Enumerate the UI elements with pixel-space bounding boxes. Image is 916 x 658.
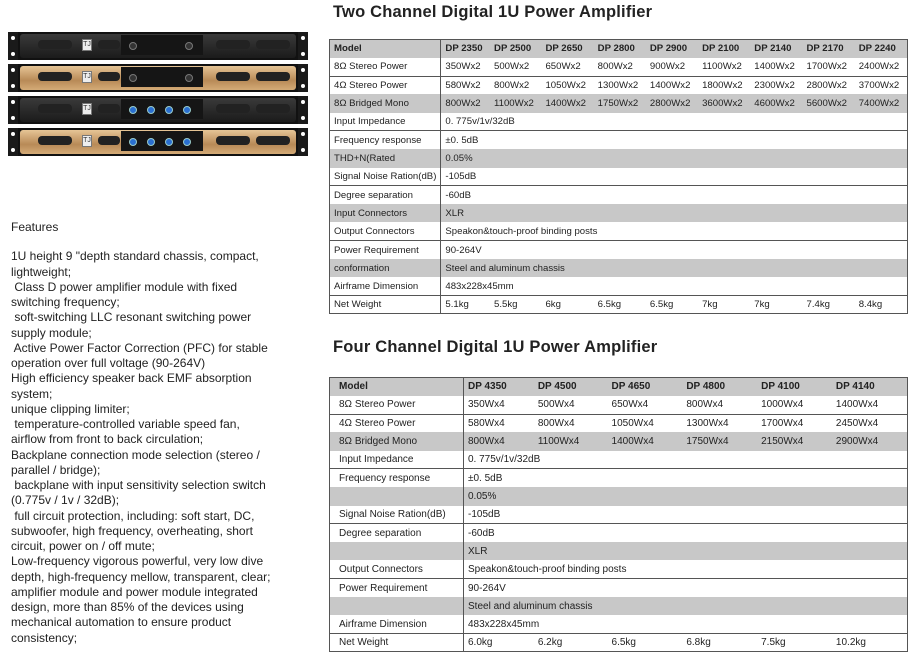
row-label: 8Ω Stereo Power: [330, 396, 464, 414]
row-label: Output Connectors: [330, 560, 464, 578]
table-row: [330, 296, 908, 314]
cell-value: -105dB: [441, 168, 908, 186]
cell-value: -60dB: [468, 527, 495, 539]
cell-value: 2300Wx2: [754, 79, 795, 91]
feature-line: parallel / bridge);: [11, 462, 101, 477]
cell-value: 6.2kg: [537, 637, 563, 649]
cell-value: 1400Wx4: [608, 432, 683, 450]
cell-value: 1750Wx2: [594, 94, 646, 112]
cell-value: 1800Wx2: [702, 79, 743, 91]
table-row: [330, 149, 908, 167]
cell-value: DP 4500: [534, 378, 608, 396]
table-row: [330, 94, 908, 112]
cell-value: 1100Wx4: [534, 432, 608, 450]
cell-value: 900Wx2: [646, 58, 698, 76]
amplifier-unit: [16, 96, 300, 124]
cell-value: DP 4100: [757, 378, 832, 396]
table-row: [330, 76, 908, 94]
row-label: Frequency response: [330, 469, 464, 487]
cell-value: 800Wx4: [682, 396, 757, 414]
row-label: Degree separation: [330, 524, 464, 542]
feature-line: amplifier module and power module integrated: [11, 584, 258, 599]
cell-value: 5.5kg: [494, 299, 518, 311]
feature-line: Class D power amplifier module with fixed: [11, 279, 238, 294]
cell-value: XLR: [464, 542, 908, 560]
table-row: [330, 615, 908, 633]
table-row: [330, 469, 908, 487]
row-label: Model: [330, 40, 441, 58]
cell-value: -105dB: [464, 506, 908, 524]
table-row: [330, 241, 908, 259]
logo: TJ: [82, 39, 92, 51]
row-label: Input Impedance: [330, 113, 441, 131]
cell-value: 800Wx2: [494, 79, 530, 91]
cell-value: 1700Wx4: [761, 417, 804, 429]
cell-value: 7.4kg: [806, 299, 830, 311]
cell-value: DP 2650: [541, 40, 593, 58]
feature-line: operation over full voltage (90-264V): [11, 356, 206, 370]
product-image-amplifier-stack: [8, 18, 298, 163]
cell-value: 1750Wx4: [682, 432, 757, 450]
row-label: Output Connectors: [330, 222, 441, 240]
cell-value: DP 4350: [464, 378, 534, 396]
row-label: 4Ω Stereo Power: [330, 76, 441, 94]
row-label: Net Weight: [330, 634, 464, 652]
cell-value: 6.0kg: [468, 637, 493, 649]
cell-value: 1300Wx2: [597, 79, 639, 91]
cell-value: 350Wx4: [464, 396, 534, 414]
feature-line: airflow from front to back circulation;: [11, 432, 204, 447]
cell-value: 0.05%: [441, 149, 908, 167]
row-label: [330, 487, 464, 505]
logo: TJ: [82, 71, 92, 83]
cell-value: DP 2800: [594, 40, 646, 58]
cell-value: Steel and aluminum chassis: [441, 259, 908, 277]
table-row: [330, 542, 908, 560]
cell-value: 650Wx2: [541, 58, 593, 76]
cell-value: DP 2900: [646, 40, 698, 58]
cell-value: 2800Wx2: [646, 94, 698, 112]
cell-value: DP 2240: [855, 40, 908, 58]
feature-line: subwoofer, high frequency, overheating, short: [11, 523, 253, 538]
cell-value: 3600Wx2: [698, 94, 750, 112]
cell-value: 7400Wx2: [855, 94, 908, 112]
row-label: conformation: [330, 259, 441, 277]
cell-value: 0. 775v/1v/32dB: [464, 451, 908, 469]
cell-value: 1400Wx2: [649, 79, 691, 91]
table-row: [330, 204, 908, 222]
feature-line: High efficiency speaker back EMF absorption: [11, 371, 252, 386]
cell-value: 580Wx4: [468, 417, 505, 429]
cell-value: 500Wx4: [534, 396, 608, 414]
feature-line: full circuit protection, including: soft start, DC,: [11, 508, 255, 523]
feature-line: lightweight;: [11, 264, 72, 279]
table-row: [330, 378, 908, 396]
table-row: [330, 560, 908, 578]
cell-value: 90-264V: [468, 582, 506, 594]
table-row: [330, 168, 908, 186]
cell-value: DP 2500: [490, 40, 541, 58]
cell-value: Speakon&touch-proof binding posts: [464, 560, 908, 578]
table-row: [330, 113, 908, 131]
cell-value: 10.2kg: [835, 637, 866, 649]
table-row: [330, 432, 908, 450]
cell-value: 90-264V: [445, 244, 482, 256]
row-label: 8Ω Bridged Mono: [330, 94, 441, 112]
row-label: 4Ω Stereo Power: [330, 414, 464, 432]
cell-value: 6.5kg: [611, 637, 636, 649]
cell-value: 1050Wx4: [611, 417, 654, 429]
feature-line: Backplane connection mode selection (stereo /: [11, 447, 260, 462]
cell-value: 6kg: [545, 299, 561, 311]
table-row: [330, 414, 908, 432]
cell-value: 800Wx2: [441, 94, 490, 112]
two-channel-title: Two Channel Digital 1U Power Amplifier: [333, 3, 653, 21]
amplifier-unit: [16, 128, 300, 156]
logo: TJ: [82, 135, 92, 147]
cell-value: 580Wx2: [445, 79, 481, 91]
cell-value: ±0. 5dB: [468, 472, 503, 484]
cell-value: DP 2140: [750, 40, 802, 58]
feature-line: (0.775v / 1v / 32dB);: [11, 493, 120, 508]
row-label: Model: [330, 378, 464, 396]
row-label: Net Weight: [330, 296, 441, 314]
cell-value: 5600Wx2: [802, 94, 854, 112]
feature-line: backplane with input sensitivity selection switch: [11, 478, 266, 492]
cell-value: 4600Wx2: [750, 94, 802, 112]
feature-line: Active Power Factor Correction (PFC) for stable: [11, 340, 268, 355]
row-label: THD+N(Rated: [330, 149, 441, 167]
cell-value: 3700Wx2: [858, 79, 900, 91]
cell-value: Steel and aluminum chassis: [464, 597, 908, 615]
table-row: [330, 277, 908, 295]
table-row: [330, 487, 908, 505]
cell-value: Speakon&touch-proof binding posts: [441, 222, 908, 240]
cell-value: 0. 775v/1v/32dB: [441, 113, 908, 131]
row-label: Signal Noise Ration(dB): [330, 506, 464, 524]
cell-value: 5.1kg: [445, 299, 469, 311]
row-label: [330, 597, 464, 615]
cell-value: DP 4800: [682, 378, 757, 396]
cell-value: 6.5kg: [649, 299, 674, 311]
cell-value: 2800Wx2: [806, 79, 848, 91]
cell-value: 650Wx4: [608, 396, 683, 414]
table-row: [330, 451, 908, 469]
amplifier-unit: [16, 64, 300, 92]
cell-value: 800Wx4: [537, 417, 575, 429]
two-channel-spec-table: [329, 39, 908, 314]
table-row: [330, 506, 908, 524]
cell-value: 483x228x45mm: [441, 277, 908, 295]
feature-line: switching frequency;: [11, 295, 120, 309]
row-label: [330, 542, 464, 560]
cell-value: 7kg: [702, 299, 718, 311]
four-channel-spec-table: [329, 377, 908, 652]
table-row: [330, 131, 908, 149]
row-label: Airframe Dimension: [330, 615, 464, 633]
row-label: Power Requirement: [330, 241, 441, 259]
row-label: Airframe Dimension: [330, 277, 441, 295]
feature-line: mechanical automation to ensure product: [11, 615, 232, 630]
feature-line: temperature-controlled variable speed fan,: [11, 417, 240, 431]
feature-line: depth, high-frequency mellow, transparent, clear;: [11, 569, 271, 584]
cell-value: ±0. 5dB: [445, 134, 479, 146]
cell-value: 1400Wx4: [832, 396, 908, 414]
cell-value: 6.8kg: [686, 637, 711, 649]
feature-line: system;: [11, 386, 53, 401]
feature-line: Low-frequency vigorous powerful, very low dive: [11, 554, 264, 569]
feature-line: supply module;: [11, 325, 92, 340]
logo: TJ: [82, 103, 92, 115]
cell-value: 7kg: [754, 299, 770, 311]
cell-value: DP 4140: [832, 378, 908, 396]
cell-value: DP 4650: [608, 378, 683, 396]
features-section: [11, 220, 270, 646]
cell-value: 2400Wx2: [855, 58, 908, 76]
cell-value: XLR: [441, 204, 908, 222]
cell-value: 350Wx2: [441, 58, 490, 76]
row-label: 8Ω Bridged Mono: [330, 432, 464, 450]
feature-line: consistency;: [11, 630, 78, 645]
cell-value: 8.4kg: [858, 299, 883, 311]
row-label: 8Ω Stereo Power: [330, 58, 441, 76]
cell-value: 800Wx4: [464, 432, 534, 450]
row-label: Frequency response: [330, 131, 441, 149]
cell-value: 1300Wx4: [686, 417, 729, 429]
row-label: Degree separation: [330, 186, 441, 204]
cell-value: 800Wx2: [594, 58, 646, 76]
cell-value: 2900Wx4: [832, 432, 908, 450]
table-row: [330, 597, 908, 615]
cell-value: 1050Wx2: [545, 79, 586, 91]
amplifier-unit: [16, 32, 300, 60]
table-row: [330, 634, 908, 652]
cell-value: 1400Wx2: [541, 94, 593, 112]
row-label: Power Requirement: [330, 579, 464, 597]
cell-value: DP 2170: [802, 40, 854, 58]
cell-value: 483x228x45mm: [464, 615, 908, 633]
table-row: [330, 186, 908, 204]
feature-line: soft-switching LLC resonant switching power: [11, 310, 252, 325]
cell-value: DP 2100: [698, 40, 750, 58]
table-row: [330, 222, 908, 240]
row-label: Signal Noise Ration(dB): [330, 168, 441, 186]
row-label: Input Impedance: [330, 451, 464, 469]
row-label: Input Connectors: [330, 204, 441, 222]
table-row: [330, 259, 908, 277]
cell-value: 1000Wx4: [757, 396, 832, 414]
cell-value: 1100Wx2: [698, 58, 750, 76]
cell-value: 1700Wx2: [802, 58, 854, 76]
cell-value: 2450Wx4: [835, 417, 879, 429]
cell-value: 1100Wx2: [490, 94, 541, 112]
feature-line: 1U height 9 "depth standard chassis, compact,: [11, 249, 259, 264]
cell-value: 500Wx2: [490, 58, 541, 76]
cell-value: -60dB: [445, 189, 471, 201]
cell-value: 7.5kg: [761, 637, 786, 649]
features-title: Features: [11, 220, 59, 234]
table-row: [330, 396, 908, 414]
cell-value: 1400Wx2: [750, 58, 802, 76]
cell-value: 2150Wx4: [757, 432, 832, 450]
table-row: [330, 579, 908, 597]
feature-line: design, more than 85% of the devices using: [11, 600, 244, 614]
feature-line: circuit, power on / off mute;: [11, 539, 155, 553]
cell-value: 6.5kg: [597, 299, 622, 311]
cell-value: 0.05%: [464, 487, 908, 505]
table-row: [330, 524, 908, 542]
feature-line: unique clipping limiter;: [11, 401, 130, 416]
cell-value: DP 2350: [441, 40, 490, 58]
table-row: [330, 58, 908, 76]
four-channel-title: Four Channel Digital 1U Power Amplifier: [333, 338, 658, 356]
table-row: [330, 40, 908, 58]
